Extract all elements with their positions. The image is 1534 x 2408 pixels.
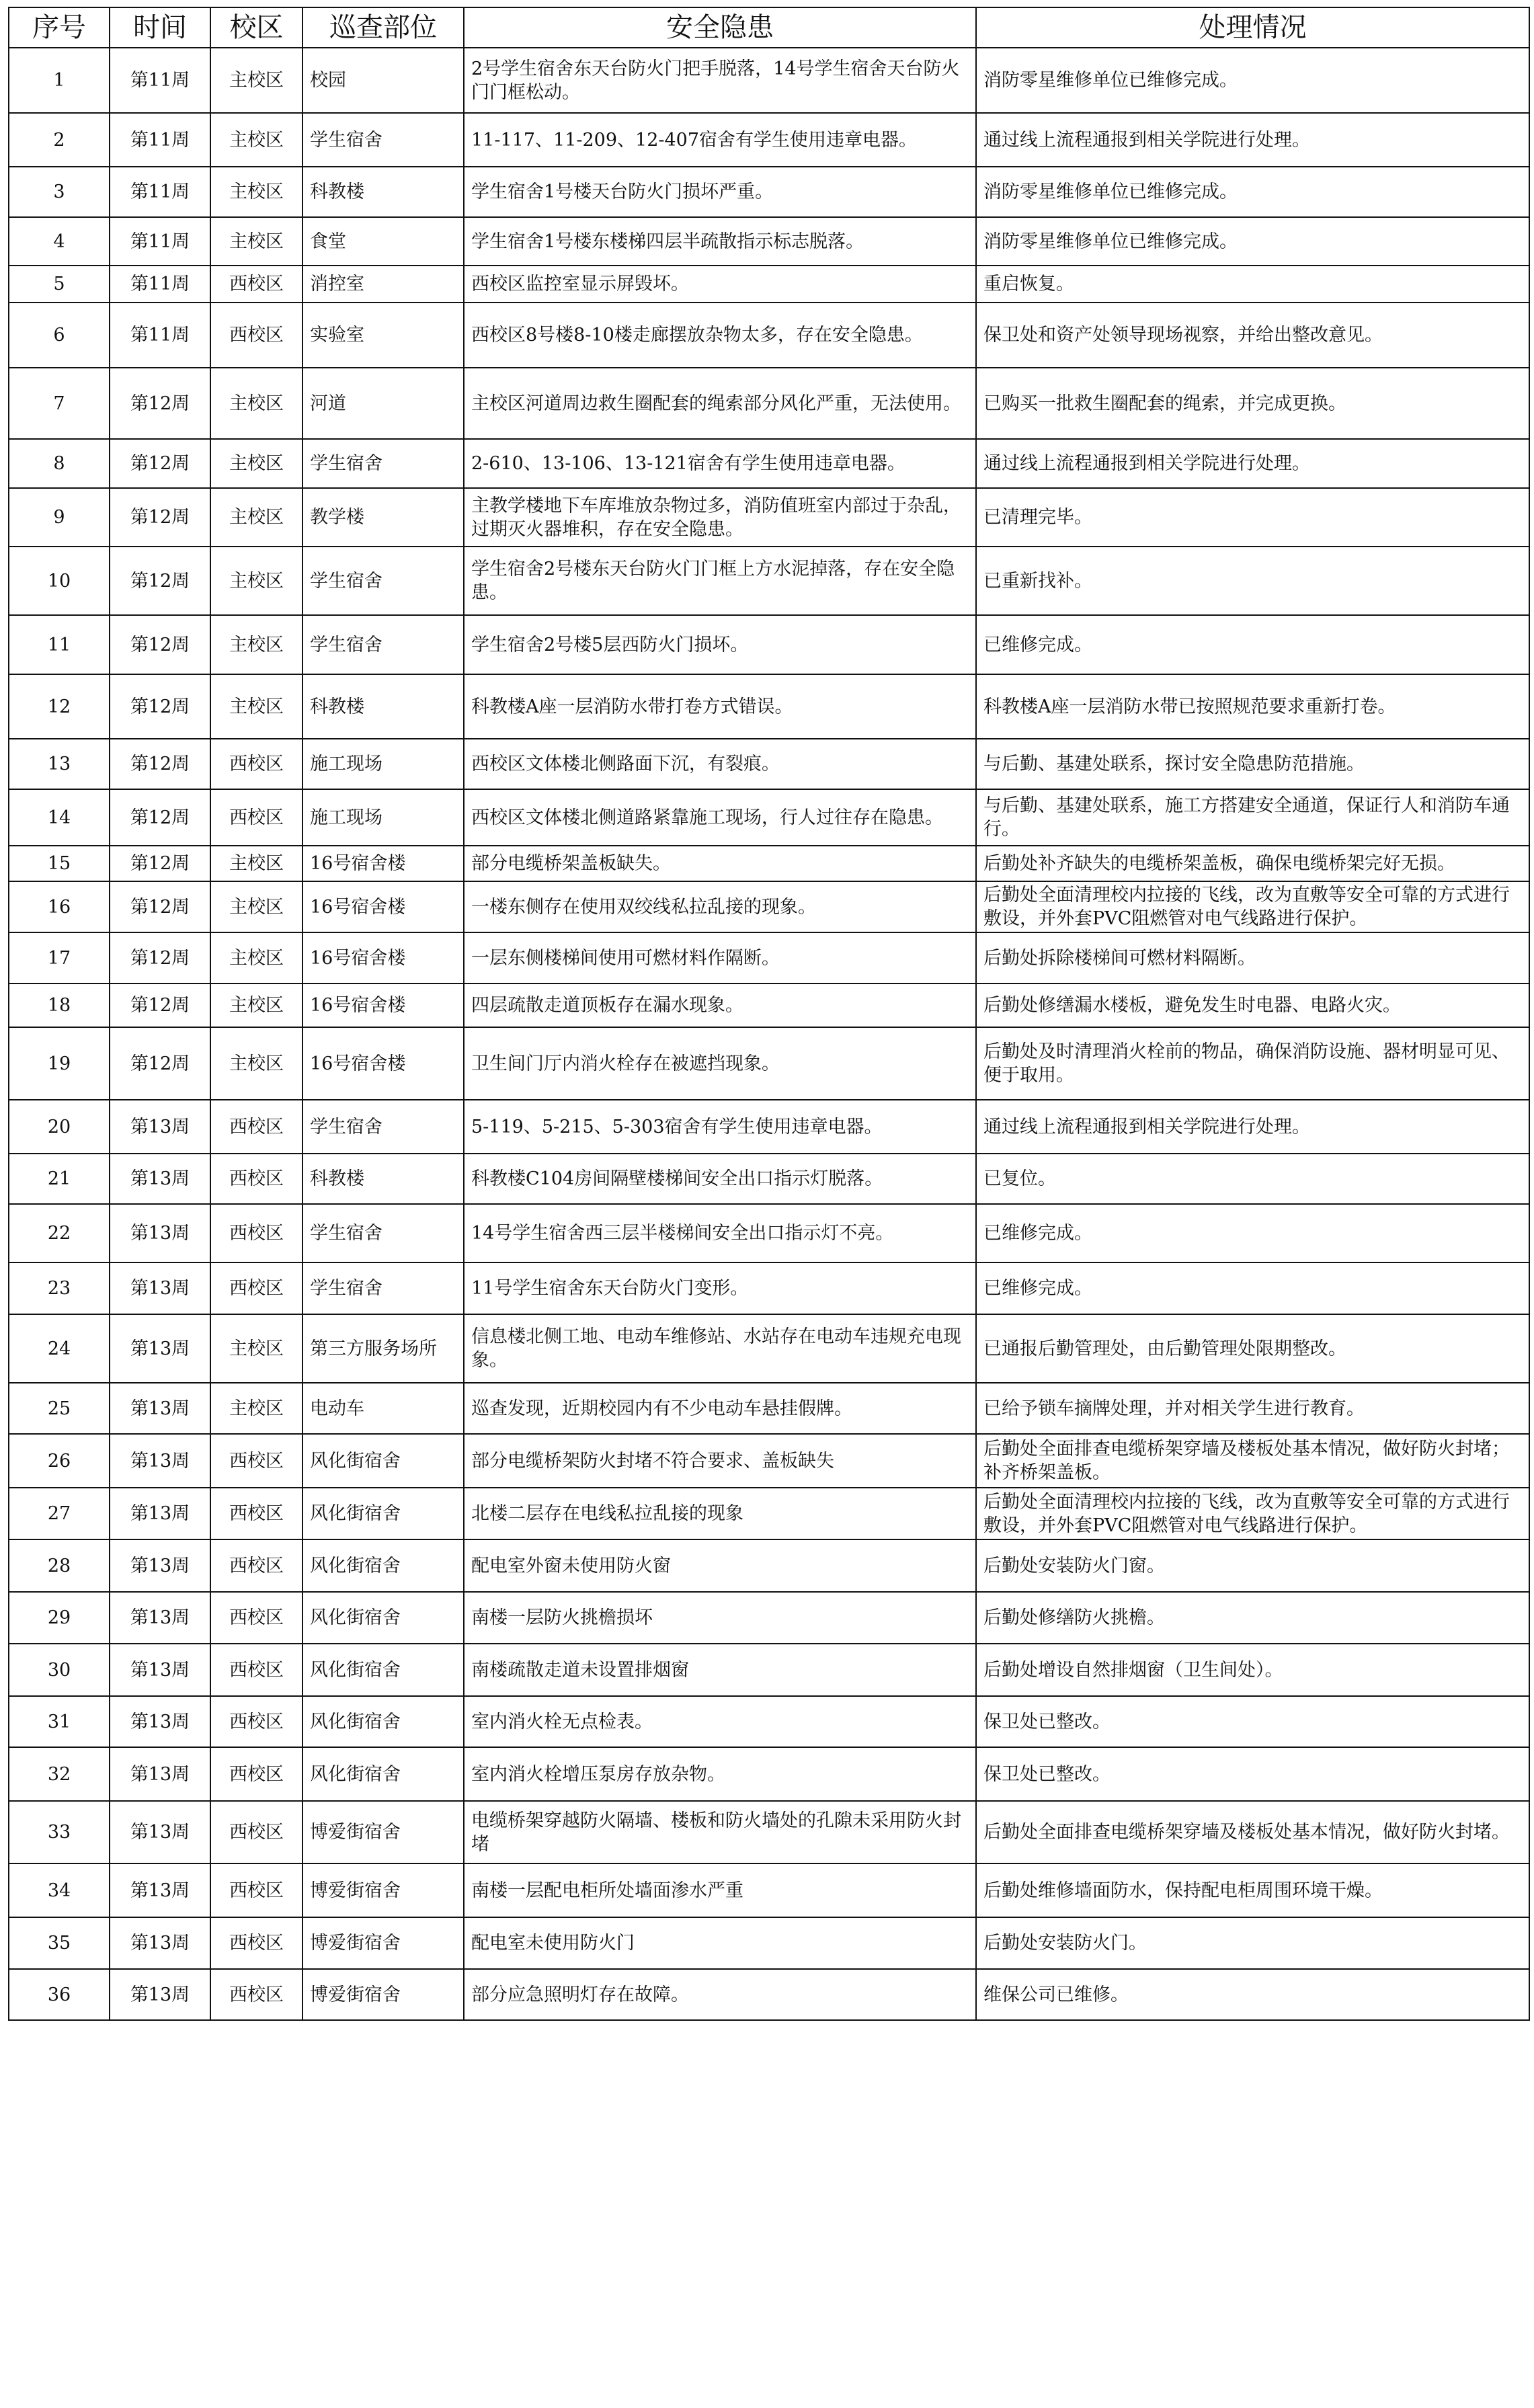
cell-hazard: 巡查发现，近期校园内有不少电动车悬挂假牌。 bbox=[464, 1383, 976, 1434]
cell-location: 学生宿舍 bbox=[302, 615, 464, 674]
cell-hazard: 11-117、11-209、12-407宿舍有学生使用违章电器。 bbox=[464, 113, 976, 167]
cell-action: 后勤处维修墙面防水，保持配电柜周围环境干燥。 bbox=[976, 1863, 1529, 1917]
cell-campus: 西校区 bbox=[210, 1434, 302, 1488]
cell-number: 32 bbox=[9, 1747, 110, 1801]
cell-location: 消控室 bbox=[302, 266, 464, 303]
table-row bbox=[9, 1488, 1529, 1539]
col-header-number: 序号 bbox=[9, 7, 110, 48]
cell-action: 通过线上流程通报到相关学院进行处理。 bbox=[976, 113, 1529, 167]
cell-location: 风化街宿舍 bbox=[302, 1434, 464, 1488]
cell-number: 23 bbox=[9, 1262, 110, 1314]
cell-number: 17 bbox=[9, 932, 110, 984]
cell-hazard: 西校区文体楼北侧道路紧靠施工现场，行人过往存在隐患。 bbox=[464, 789, 976, 846]
cell-number: 20 bbox=[9, 1100, 110, 1154]
cell-number: 22 bbox=[9, 1204, 110, 1262]
cell-number: 4 bbox=[9, 217, 110, 266]
table-row bbox=[9, 368, 1529, 439]
cell-number: 9 bbox=[9, 488, 110, 547]
cell-number: 12 bbox=[9, 674, 110, 739]
cell-location: 科教楼 bbox=[302, 674, 464, 739]
cell-action: 后勤处及时清理消火栓前的物品，确保消防设施、器材明显可见、便于取用。 bbox=[976, 1027, 1529, 1100]
cell-time: 第13周 bbox=[110, 1383, 210, 1434]
cell-action: 已购买一批救生圈配套的绳索，并完成更换。 bbox=[976, 368, 1529, 439]
table-row bbox=[9, 1863, 1529, 1917]
cell-time: 第13周 bbox=[110, 1592, 210, 1644]
table-row bbox=[9, 1314, 1529, 1383]
cell-campus: 主校区 bbox=[210, 48, 302, 113]
cell-number: 21 bbox=[9, 1154, 110, 1204]
cell-hazard: 2号学生宿舍东天台防火门把手脱落，14号学生宿舍天台防火门门框松动。 bbox=[464, 48, 976, 113]
cell-campus: 西校区 bbox=[210, 1539, 302, 1592]
cell-campus: 西校区 bbox=[210, 789, 302, 846]
cell-campus: 主校区 bbox=[210, 1027, 302, 1100]
table-row bbox=[9, 1696, 1529, 1747]
table-row bbox=[9, 1027, 1529, 1100]
table-row bbox=[9, 303, 1529, 368]
table-row bbox=[9, 789, 1529, 846]
cell-hazard: 一层东侧楼梯间使用可燃材料作隔断。 bbox=[464, 932, 976, 984]
cell-time: 第12周 bbox=[110, 846, 210, 881]
cell-hazard: 部分电缆桥架防火封堵不符合要求、盖板缺失 bbox=[464, 1434, 976, 1488]
cell-action: 后勤处全面清理校内拉接的飞线，改为直敷等安全可靠的方式进行敷设，并外套PVC阻燃管对电气线路进行保护。 bbox=[976, 1488, 1529, 1539]
cell-hazard: 5-119、5-215、5-303宿舍有学生使用违章电器。 bbox=[464, 1100, 976, 1154]
cell-action: 已给予锁车摘牌处理，并对相关学生进行教育。 bbox=[976, 1383, 1529, 1434]
cell-location: 风化街宿舍 bbox=[302, 1592, 464, 1644]
hazard-inspection-table bbox=[8, 7, 1530, 2021]
cell-number: 16 bbox=[9, 881, 110, 932]
cell-time: 第13周 bbox=[110, 1204, 210, 1262]
cell-hazard: 11号学生宿舍东天台防火门变形。 bbox=[464, 1262, 976, 1314]
cell-number: 25 bbox=[9, 1383, 110, 1434]
cell-action: 通过线上流程通报到相关学院进行处理。 bbox=[976, 439, 1529, 488]
cell-time: 第12周 bbox=[110, 789, 210, 846]
cell-location: 博爱街宿舍 bbox=[302, 1969, 464, 2020]
cell-hazard: 主教学楼地下车库堆放杂物过多，消防值班室内部过于杂乱，过期灭火器堆积，存在安全隐患。 bbox=[464, 488, 976, 547]
cell-action: 维保公司已维修。 bbox=[976, 1969, 1529, 2020]
cell-hazard: 科教楼A座一层消防水带打卷方式错误。 bbox=[464, 674, 976, 739]
table-row bbox=[9, 1592, 1529, 1644]
col-header-time: 时间 bbox=[110, 7, 210, 48]
cell-time: 第12周 bbox=[110, 1027, 210, 1100]
cell-number: 26 bbox=[9, 1434, 110, 1488]
cell-time: 第13周 bbox=[110, 1314, 210, 1383]
cell-time: 第12周 bbox=[110, 615, 210, 674]
cell-campus: 主校区 bbox=[210, 1314, 302, 1383]
cell-number: 36 bbox=[9, 1969, 110, 2020]
table-row bbox=[9, 439, 1529, 488]
cell-location: 食堂 bbox=[302, 217, 464, 266]
table-row bbox=[9, 1969, 1529, 2020]
table-row bbox=[9, 217, 1529, 266]
cell-time: 第13周 bbox=[110, 1154, 210, 1204]
cell-time: 第12周 bbox=[110, 984, 210, 1027]
cell-action: 后勤处修缮防火挑檐。 bbox=[976, 1592, 1529, 1644]
cell-campus: 主校区 bbox=[210, 846, 302, 881]
table-row bbox=[9, 48, 1529, 113]
cell-time: 第13周 bbox=[110, 1917, 210, 1969]
cell-location: 16号宿舍楼 bbox=[302, 846, 464, 881]
cell-hazard: 电缆桥架穿越防火隔墙、楼板和防火墙处的孔隙未采用防火封堵 bbox=[464, 1801, 976, 1863]
cell-time: 第11周 bbox=[110, 48, 210, 113]
cell-number: 34 bbox=[9, 1863, 110, 1917]
cell-number: 28 bbox=[9, 1539, 110, 1592]
cell-action: 后勤处全面排查电缆桥架穿墙及楼板处基本情况，做好防火封堵。 bbox=[976, 1801, 1529, 1863]
cell-location: 博爱街宿舍 bbox=[302, 1801, 464, 1863]
cell-time: 第12周 bbox=[110, 881, 210, 932]
cell-location: 风化街宿舍 bbox=[302, 1747, 464, 1801]
cell-hazard: 14号学生宿舍西三层半楼梯间安全出口指示灯不亮。 bbox=[464, 1204, 976, 1262]
cell-location: 16号宿舍楼 bbox=[302, 932, 464, 984]
cell-hazard: 科教楼C104房间隔壁楼梯间安全出口指示灯脱落。 bbox=[464, 1154, 976, 1204]
cell-location: 河道 bbox=[302, 368, 464, 439]
cell-action: 后勤处安装防火门窗。 bbox=[976, 1539, 1529, 1592]
cell-time: 第13周 bbox=[110, 1434, 210, 1488]
cell-location: 施工现场 bbox=[302, 789, 464, 846]
cell-number: 33 bbox=[9, 1801, 110, 1863]
cell-location: 学生宿舍 bbox=[302, 547, 464, 615]
cell-campus: 西校区 bbox=[210, 303, 302, 368]
cell-location: 风化街宿舍 bbox=[302, 1488, 464, 1539]
cell-action: 与后勤、基建处联系，探讨安全隐患防范措施。 bbox=[976, 739, 1529, 789]
cell-number: 7 bbox=[9, 368, 110, 439]
cell-hazard: 西校区文体楼北侧路面下沉，有裂痕。 bbox=[464, 739, 976, 789]
cell-number: 8 bbox=[9, 439, 110, 488]
cell-time: 第12周 bbox=[110, 932, 210, 984]
cell-location: 科教楼 bbox=[302, 1154, 464, 1204]
cell-location: 学生宿舍 bbox=[302, 439, 464, 488]
cell-location: 16号宿舍楼 bbox=[302, 984, 464, 1027]
cell-hazard: 配电室未使用防火门 bbox=[464, 1917, 976, 1969]
cell-action: 后勤处修缮漏水楼板，避免发生时电器、电路火灾。 bbox=[976, 984, 1529, 1027]
cell-time: 第13周 bbox=[110, 1539, 210, 1592]
cell-location: 博爱街宿舍 bbox=[302, 1863, 464, 1917]
cell-action: 已重新找补。 bbox=[976, 547, 1529, 615]
cell-hazard: 室内消火栓增压泵房存放杂物。 bbox=[464, 1747, 976, 1801]
cell-action: 消防零星维修单位已维修完成。 bbox=[976, 48, 1529, 113]
cell-action: 已维修完成。 bbox=[976, 615, 1529, 674]
table-row bbox=[9, 547, 1529, 615]
cell-location: 校园 bbox=[302, 48, 464, 113]
cell-time: 第13周 bbox=[110, 1747, 210, 1801]
cell-number: 11 bbox=[9, 615, 110, 674]
cell-location: 16号宿舍楼 bbox=[302, 1027, 464, 1100]
table-row bbox=[9, 113, 1529, 167]
cell-hazard: 学生宿舍1号楼东楼梯四层半疏散指示标志脱落。 bbox=[464, 217, 976, 266]
cell-action: 科教楼A座一层消防水带已按照规范要求重新打卷。 bbox=[976, 674, 1529, 739]
cell-location: 施工现场 bbox=[302, 739, 464, 789]
cell-hazard: 学生宿舍1号楼天台防火门损坏严重。 bbox=[464, 167, 976, 217]
cell-action: 后勤处增设自然排烟窗（卫生间处）。 bbox=[976, 1644, 1529, 1696]
table-row bbox=[9, 739, 1529, 789]
table-row bbox=[9, 1644, 1529, 1696]
cell-number: 18 bbox=[9, 984, 110, 1027]
cell-time: 第13周 bbox=[110, 1969, 210, 2020]
cell-hazard: 卫生间门厅内消火栓存在被遮挡现象。 bbox=[464, 1027, 976, 1100]
cell-location: 第三方服务场所 bbox=[302, 1314, 464, 1383]
cell-location: 教学楼 bbox=[302, 488, 464, 547]
cell-number: 6 bbox=[9, 303, 110, 368]
table-row bbox=[9, 846, 1529, 881]
cell-campus: 主校区 bbox=[210, 674, 302, 739]
cell-campus: 主校区 bbox=[210, 488, 302, 547]
cell-time: 第12周 bbox=[110, 674, 210, 739]
table-row bbox=[9, 615, 1529, 674]
cell-campus: 主校区 bbox=[210, 932, 302, 984]
table-row bbox=[9, 674, 1529, 739]
cell-number: 13 bbox=[9, 739, 110, 789]
cell-campus: 西校区 bbox=[210, 1262, 302, 1314]
cell-number: 15 bbox=[9, 846, 110, 881]
table-row bbox=[9, 932, 1529, 984]
cell-location: 学生宿舍 bbox=[302, 1262, 464, 1314]
cell-campus: 西校区 bbox=[210, 1696, 302, 1747]
cell-time: 第13周 bbox=[110, 1100, 210, 1154]
cell-action: 通过线上流程通报到相关学院进行处理。 bbox=[976, 1100, 1529, 1154]
cell-campus: 西校区 bbox=[210, 739, 302, 789]
table-row bbox=[9, 1100, 1529, 1154]
cell-hazard: 一楼东侧存在使用双绞线私拉乱接的现象。 bbox=[464, 881, 976, 932]
cell-hazard: 信息楼北侧工地、电动车维修站、水站存在电动车违规充电现象。 bbox=[464, 1314, 976, 1383]
cell-campus: 西校区 bbox=[210, 1863, 302, 1917]
cell-hazard: 主校区河道周边救生圈配套的绳索部分风化严重，无法使用。 bbox=[464, 368, 976, 439]
cell-campus: 西校区 bbox=[210, 1100, 302, 1154]
table-row bbox=[9, 488, 1529, 547]
table-row bbox=[9, 1747, 1529, 1801]
cell-location: 学生宿舍 bbox=[302, 113, 464, 167]
cell-time: 第13周 bbox=[110, 1863, 210, 1917]
cell-campus: 西校区 bbox=[210, 1644, 302, 1696]
cell-campus: 西校区 bbox=[210, 1204, 302, 1262]
cell-campus: 主校区 bbox=[210, 984, 302, 1027]
cell-number: 24 bbox=[9, 1314, 110, 1383]
cell-action: 与后勤、基建处联系，施工方搭建安全通道，保证行人和消防车通行。 bbox=[976, 789, 1529, 846]
col-header-action: 处理情况 bbox=[976, 7, 1529, 48]
cell-number: 10 bbox=[9, 547, 110, 615]
cell-hazard: 南楼一层配电柜所处墙面渗水严重 bbox=[464, 1863, 976, 1917]
table-row bbox=[9, 1801, 1529, 1863]
cell-time: 第11周 bbox=[110, 113, 210, 167]
cell-action: 后勤处全面排查电缆桥架穿墙及楼板处基本情况，做好防火封堵；补齐桥架盖板。 bbox=[976, 1434, 1529, 1488]
cell-location: 学生宿舍 bbox=[302, 1100, 464, 1154]
cell-location: 学生宿舍 bbox=[302, 1204, 464, 1262]
cell-location: 电动车 bbox=[302, 1383, 464, 1434]
cell-action: 消防零星维修单位已维修完成。 bbox=[976, 217, 1529, 266]
cell-number: 3 bbox=[9, 167, 110, 217]
table-row bbox=[9, 1262, 1529, 1314]
cell-time: 第13周 bbox=[110, 1488, 210, 1539]
cell-campus: 西校区 bbox=[210, 1917, 302, 1969]
cell-time: 第13周 bbox=[110, 1801, 210, 1863]
table-row bbox=[9, 881, 1529, 932]
cell-action: 已通报后勤管理处，由后勤管理处限期整改。 bbox=[976, 1314, 1529, 1383]
cell-action: 保卫处已整改。 bbox=[976, 1747, 1529, 1801]
table-row bbox=[9, 1434, 1529, 1488]
cell-number: 30 bbox=[9, 1644, 110, 1696]
cell-time: 第12周 bbox=[110, 547, 210, 615]
cell-action: 消防零星维修单位已维修完成。 bbox=[976, 167, 1529, 217]
cell-hazard: 配电室外窗未使用防火窗 bbox=[464, 1539, 976, 1592]
col-header-location: 巡查部位 bbox=[302, 7, 464, 48]
cell-campus: 主校区 bbox=[210, 881, 302, 932]
col-header-campus: 校区 bbox=[210, 7, 302, 48]
table-row bbox=[9, 1917, 1529, 1969]
cell-action: 重启恢复。 bbox=[976, 266, 1529, 303]
cell-action: 已维修完成。 bbox=[976, 1204, 1529, 1262]
cell-campus: 主校区 bbox=[210, 217, 302, 266]
table-row bbox=[9, 984, 1529, 1027]
table-row bbox=[9, 1154, 1529, 1204]
cell-action: 已复位。 bbox=[976, 1154, 1529, 1204]
cell-number: 19 bbox=[9, 1027, 110, 1100]
cell-hazard: 学生宿舍2号楼5层西防火门损坏。 bbox=[464, 615, 976, 674]
cell-campus: 主校区 bbox=[210, 368, 302, 439]
cell-hazard: 部分电缆桥架盖板缺失。 bbox=[464, 846, 976, 881]
cell-number: 14 bbox=[9, 789, 110, 846]
cell-hazard: 北楼二层存在电线私拉乱接的现象 bbox=[464, 1488, 976, 1539]
col-header-hazard: 安全隐患 bbox=[464, 7, 976, 48]
cell-campus: 西校区 bbox=[210, 266, 302, 303]
cell-number: 29 bbox=[9, 1592, 110, 1644]
cell-time: 第12周 bbox=[110, 439, 210, 488]
cell-campus: 主校区 bbox=[210, 615, 302, 674]
cell-hazard: 学生宿舍2号楼东天台防火门门框上方水泥掉落，存在安全隐患。 bbox=[464, 547, 976, 615]
cell-time: 第11周 bbox=[110, 266, 210, 303]
cell-time: 第13周 bbox=[110, 1644, 210, 1696]
cell-campus: 主校区 bbox=[210, 113, 302, 167]
cell-action: 后勤处安装防火门。 bbox=[976, 1917, 1529, 1969]
cell-time: 第12周 bbox=[110, 739, 210, 789]
cell-location: 科教楼 bbox=[302, 167, 464, 217]
cell-campus: 西校区 bbox=[210, 1747, 302, 1801]
table-row bbox=[9, 1539, 1529, 1592]
cell-number: 5 bbox=[9, 266, 110, 303]
cell-campus: 主校区 bbox=[210, 547, 302, 615]
cell-number: 1 bbox=[9, 48, 110, 113]
table-row bbox=[9, 167, 1529, 217]
cell-campus: 西校区 bbox=[210, 1969, 302, 2020]
cell-action: 后勤处拆除楼梯间可燃材料隔断。 bbox=[976, 932, 1529, 984]
cell-location: 博爱街宿舍 bbox=[302, 1917, 464, 1969]
cell-hazard: 2-610、13-106、13-121宿舍有学生使用违章电器。 bbox=[464, 439, 976, 488]
header-row bbox=[9, 7, 1529, 48]
cell-hazard: 南楼一层防火挑檐损坏 bbox=[464, 1592, 976, 1644]
cell-time: 第12周 bbox=[110, 368, 210, 439]
table-row bbox=[9, 266, 1529, 303]
cell-hazard: 西校区监控室显示屏毁坏。 bbox=[464, 266, 976, 303]
cell-action: 后勤处补齐缺失的电缆桥架盖板，确保电缆桥架完好无损。 bbox=[976, 846, 1529, 881]
cell-campus: 主校区 bbox=[210, 1383, 302, 1434]
cell-action: 后勤处全面清理校内拉接的飞线，改为直敷等安全可靠的方式进行敷设，并外套PVC阻燃管对电气线路进行保护。 bbox=[976, 881, 1529, 932]
cell-time: 第11周 bbox=[110, 303, 210, 368]
cell-location: 风化街宿舍 bbox=[302, 1539, 464, 1592]
cell-action: 保卫处已整改。 bbox=[976, 1696, 1529, 1747]
cell-hazard: 室内消火栓无点检表。 bbox=[464, 1696, 976, 1747]
cell-time: 第11周 bbox=[110, 167, 210, 217]
cell-time: 第13周 bbox=[110, 1262, 210, 1314]
cell-time: 第12周 bbox=[110, 488, 210, 547]
cell-action: 已维修完成。 bbox=[976, 1262, 1529, 1314]
cell-hazard: 四层疏散走道顶板存在漏水现象。 bbox=[464, 984, 976, 1027]
cell-time: 第11周 bbox=[110, 217, 210, 266]
cell-location: 16号宿舍楼 bbox=[302, 881, 464, 932]
cell-campus: 主校区 bbox=[210, 167, 302, 217]
cell-action: 保卫处和资产处领导现场视察，并给出整改意见。 bbox=[976, 303, 1529, 368]
cell-campus: 西校区 bbox=[210, 1154, 302, 1204]
cell-hazard: 部分应急照明灯存在故障。 bbox=[464, 1969, 976, 2020]
cell-number: 35 bbox=[9, 1917, 110, 1969]
cell-action: 已清理完毕。 bbox=[976, 488, 1529, 547]
cell-location: 实验室 bbox=[302, 303, 464, 368]
cell-location: 风化街宿舍 bbox=[302, 1696, 464, 1747]
cell-campus: 西校区 bbox=[210, 1592, 302, 1644]
table-row bbox=[9, 1204, 1529, 1262]
cell-hazard: 西校区8号楼8-10楼走廊摆放杂物太多，存在安全隐患。 bbox=[464, 303, 976, 368]
cell-campus: 西校区 bbox=[210, 1488, 302, 1539]
cell-number: 27 bbox=[9, 1488, 110, 1539]
cell-time: 第13周 bbox=[110, 1696, 210, 1747]
cell-campus: 主校区 bbox=[210, 439, 302, 488]
cell-number: 31 bbox=[9, 1696, 110, 1747]
cell-number: 2 bbox=[9, 113, 110, 167]
table-row bbox=[9, 1383, 1529, 1434]
cell-location: 风化街宿舍 bbox=[302, 1644, 464, 1696]
cell-campus: 西校区 bbox=[210, 1801, 302, 1863]
cell-hazard: 南楼疏散走道未设置排烟窗 bbox=[464, 1644, 976, 1696]
